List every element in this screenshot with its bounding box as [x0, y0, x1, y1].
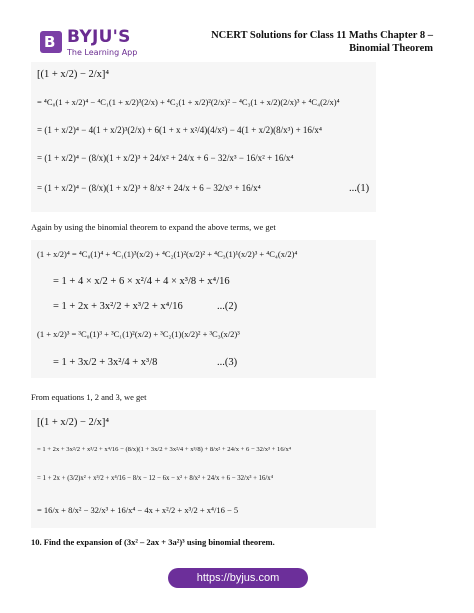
byjus-logo: [40, 27, 137, 57]
math-line: = 1 + 2x + 3x²/2 + x³/2 + x⁴/16: [53, 301, 183, 312]
explanation-text: Again by using the binomial theorem to expand the above terms, we get: [31, 222, 276, 232]
explanation-text: From equations 1, 2 and 3, we get: [31, 392, 147, 402]
math-line: = (1 + x/2)⁴ − (8/x)(1 + x/2)³ + 8/x² + 24/x + 6 − 32/x³ + 16/x⁴: [37, 183, 261, 193]
math-line: = 1 + 2x + 3x²/2 + x³/2 + x⁴/16 − (8/x)(1 + 3x/2 + 3x²/4 + x³/8) + 8/x² + 24/x + 6 − 32/x³ + 16/x⁴: [37, 446, 292, 453]
solution-step-3: [31, 410, 376, 528]
byjus-logo-icon: B: [40, 31, 62, 53]
solution-step-1: [31, 62, 376, 212]
equation-ref: ...(1): [349, 183, 370, 194]
math-line: = ⁴C₀(1 + x/2)⁴ − ⁴C₁(1 + x/2)³(2/x) + ⁴C₂(1 + x/2)²(2/x)² − ⁴C₃(1 + x/2)(2/x)³ + ⁴C₄(2/x)⁴: [37, 97, 340, 107]
math-line: = 1 + 4 × x/2 + 6 × x²/4 + 4 × x³/8 + x⁴/16: [53, 276, 230, 287]
solution-step-2: [31, 240, 376, 378]
brand-tagline: The Learning App: [67, 48, 138, 57]
math-line: (1 + x/2)⁴ = ⁴C₀(1)⁴ + ⁴C₁(1)³(x/2) + ⁴C₂(1)²(x/2)² + ⁴C₃(1)¹(x/2)³ + ⁴C₄(x/2)⁴: [37, 249, 298, 259]
equation-ref: ...(2): [217, 301, 238, 312]
math-line: = (1 + x/2)⁴ − 4(1 + x/2)³(2/x) + 6(1 + x + x²/4)(4/x²) − 4(1 + x/2)(8/x³) + 16/x⁴: [37, 125, 323, 135]
math-line: [(1 + x/2) − 2/x]⁴: [37, 417, 110, 428]
math-line: = 1 + 2x + (3/2)x² + x³/2 + x⁴/16 − 8/x − 12 − 6x − x² + 8/x² + 24/x + 6 − 32/x³ + 16/x⁴: [37, 475, 274, 482]
math-line: = 16/x + 8/x² − 32/x³ + 16/x⁴ − 4x + x²/2 + x³/2 + x⁴/16 − 5: [37, 505, 239, 515]
math-line: (1 + x/2)³ = ³C₀(1)³ + ³C₁(1)²(x/2) + ³C₂(1)(x/2)² + ³C₃(x/2)³: [37, 329, 240, 339]
math-line: = (1 + x/2)⁴ − (8/x)(1 + x/2)³ + 24/x² + 24/x + 6 − 32/x³ − 16/x² + 16/x⁴: [37, 153, 294, 163]
math-line: = 1 + 3x/2 + 3x²/4 + x³/8: [53, 357, 158, 368]
math-line: [(1 + x/2) − 2/x]⁴: [37, 69, 110, 80]
footer-url-button[interactable]: https://byjus.com: [168, 568, 308, 588]
page-header-title: NCERT Solutions for Class 11 Maths Chapter 8 – Binomial Theorem: [211, 30, 433, 54]
equation-ref: ...(3): [217, 357, 238, 368]
brand-name: BYJU'S: [67, 27, 131, 47]
question-10: 10. Find the expansion of (3x² – 2ax + 3a²)³ using binomial theorem.: [31, 537, 275, 547]
